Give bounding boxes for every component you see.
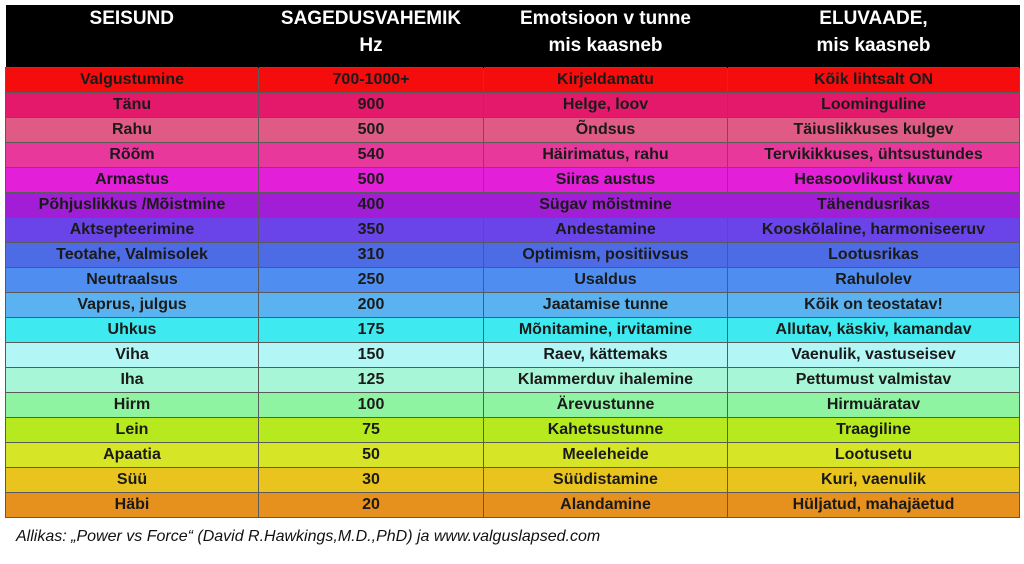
frequency-cell: 350	[259, 218, 484, 243]
emotion-cell: Optimism, positiivsus	[484, 243, 728, 268]
table-row	[6, 93, 1020, 118]
worldview-cell: Kõik lihtsalt ON	[728, 68, 1020, 93]
state-cell: Armastus	[6, 168, 259, 193]
worldview-cell: Lootusrikas	[728, 243, 1020, 268]
emotion-cell: Meeleheide	[484, 443, 728, 468]
emotion-cell: Alandamine	[484, 493, 728, 518]
emotion-cell: Usaldus	[484, 268, 728, 293]
state-cell: Vaprus, julgus	[6, 293, 259, 318]
state-cell: Tänu	[6, 93, 259, 118]
table-row	[6, 393, 1020, 418]
emotion-cell: Kahetsustunne	[484, 418, 728, 443]
state-cell: Süü	[6, 468, 259, 493]
emotion-cell: Õndsus	[484, 118, 728, 143]
emotion-cell: Mõnitamine, irvitamine	[484, 318, 728, 343]
worldview-cell: Allutav, käskiv, kamandav	[728, 318, 1020, 343]
frequency-cell: 20	[259, 493, 484, 518]
frequency-cell: 500	[259, 168, 484, 193]
emotion-cell: Klammerduv ihalemine	[484, 368, 728, 393]
emotion-cell: Siiras austus	[484, 168, 728, 193]
worldview-cell: Pettumust valmistav	[728, 368, 1020, 393]
source-caption: Allikas: „Power vs Force“ (David R.Hawkings,M.D.,PhD) ja www.valguslapsed.com	[16, 528, 601, 545]
table-row	[6, 143, 1020, 168]
table-row	[6, 493, 1020, 518]
state-cell: Teotahe, Valmisolek	[6, 243, 259, 268]
frequency-cell: 150	[259, 343, 484, 368]
emotion-cell: Häirimatus, rahu	[484, 143, 728, 168]
frequency-cell: 125	[259, 368, 484, 393]
state-cell: Viha	[6, 343, 259, 368]
header-row	[6, 5, 1020, 68]
worldview-cell: Traagiline	[728, 418, 1020, 443]
state-cell: Rahu	[6, 118, 259, 143]
worldview-cell: Tähendusrikas	[728, 193, 1020, 218]
emotion-cell: Raev, kättemaks	[484, 343, 728, 368]
state-cell: Häbi	[6, 493, 259, 518]
frequency-cell: 30	[259, 468, 484, 493]
emotion-cell: Helge, loov	[484, 93, 728, 118]
table-row	[6, 243, 1020, 268]
state-cell: Neutraalsus	[6, 268, 259, 293]
header-emotsioon: Emotsioon v tunne mis kaasneb	[484, 5, 728, 68]
worldview-cell: Hüljatud, mahajäetud	[728, 493, 1020, 518]
header-eluvaade: ELUVAADE, mis kaasneb	[728, 5, 1020, 68]
table-row	[6, 318, 1020, 343]
table-row	[6, 468, 1020, 493]
table-row	[6, 268, 1020, 293]
table-row	[6, 193, 1020, 218]
worldview-cell: Hirmuäratav	[728, 393, 1020, 418]
worldview-cell: Täiuslikkuses kulgev	[728, 118, 1020, 143]
emotion-cell: Süüdistamine	[484, 468, 728, 493]
worldview-cell: Heasoovlikust kuvav	[728, 168, 1020, 193]
frequency-cell: 900	[259, 93, 484, 118]
table-row	[6, 68, 1020, 93]
worldview-cell: Lootusetu	[728, 443, 1020, 468]
frequency-cell: 200	[259, 293, 484, 318]
table-row	[6, 443, 1020, 468]
header-seisund: SEISUND	[6, 5, 259, 68]
state-cell: Aktsepteerimine	[6, 218, 259, 243]
emotion-cell: Kirjeldamatu	[484, 68, 728, 93]
header-sagedusvahemik: SAGEDUSVAHEMIK Hz	[259, 5, 484, 68]
state-cell: Apaatia	[6, 443, 259, 468]
frequency-cell: 75	[259, 418, 484, 443]
frequency-cell: 100	[259, 393, 484, 418]
frequency-cell: 540	[259, 143, 484, 168]
state-cell: Lein	[6, 418, 259, 443]
table-row	[6, 218, 1020, 243]
worldview-cell: Tervikikkuses, ühtsustundes	[728, 143, 1020, 168]
state-cell: Iha	[6, 368, 259, 393]
frequency-cell: 250	[259, 268, 484, 293]
frequency-cell: 310	[259, 243, 484, 268]
worldview-cell: Rahulolev	[728, 268, 1020, 293]
emotion-cell: Sügav mõistmine	[484, 193, 728, 218]
frequency-cell: 50	[259, 443, 484, 468]
emotion-cell: Ärevustunne	[484, 393, 728, 418]
worldview-cell: Kooskõlaline, harmoniseeruv	[728, 218, 1020, 243]
table-row	[6, 343, 1020, 368]
table-row	[6, 293, 1020, 318]
frequency-cell: 175	[259, 318, 484, 343]
frequency-table-container	[5, 5, 1019, 518]
table-body	[6, 68, 1020, 518]
emotion-cell: Andestamine	[484, 218, 728, 243]
table-row	[6, 418, 1020, 443]
frequency-cell: 400	[259, 193, 484, 218]
worldview-cell: Kõik on teostatav!	[728, 293, 1020, 318]
state-cell: Rõõm	[6, 143, 259, 168]
worldview-cell: Vaenulik, vastuseisev	[728, 343, 1020, 368]
table-row	[6, 368, 1020, 393]
state-cell: Uhkus	[6, 318, 259, 343]
frequency-cell: 500	[259, 118, 484, 143]
state-cell: Valgustumine	[6, 68, 259, 93]
state-cell: Põhjuslikkus /Mõistmine	[6, 193, 259, 218]
frequency-cell: 700-1000+	[259, 68, 484, 93]
emotion-cell: Jaatamise tunne	[484, 293, 728, 318]
table-row	[6, 168, 1020, 193]
consciousness-levels-table	[5, 5, 1020, 518]
worldview-cell: Kuri, vaenulik	[728, 468, 1020, 493]
worldview-cell: Loominguline	[728, 93, 1020, 118]
table-row	[6, 118, 1020, 143]
state-cell: Hirm	[6, 393, 259, 418]
